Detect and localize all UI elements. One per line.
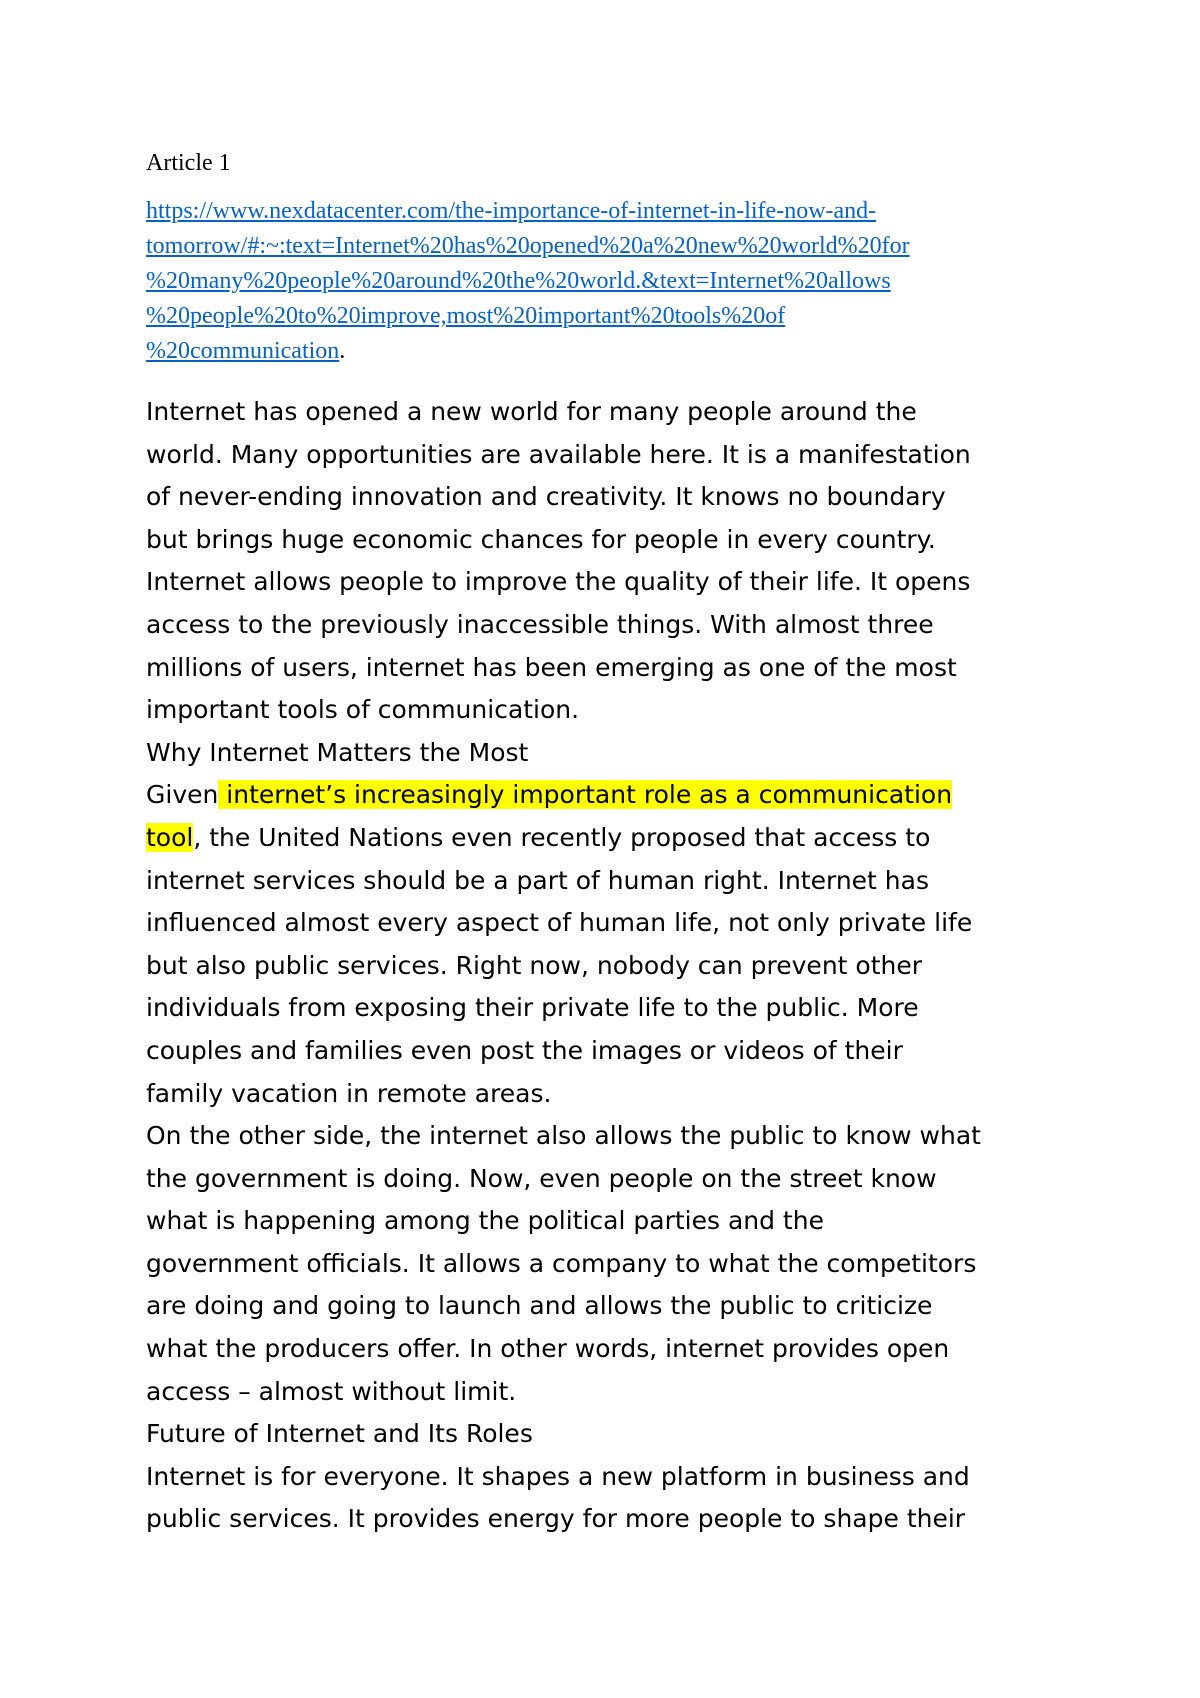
text-run: Given	[146, 780, 219, 810]
highlighted-text: tool	[146, 822, 194, 852]
text-line: internet services should be a part of human right. Internet has	[146, 865, 929, 895]
text-line: Internet allows people to improve the quality of their life. It opens	[146, 567, 971, 597]
section-heading-future-of-internet: Future of Internet and Its Roles	[146, 1419, 533, 1449]
text-line: of never-ending innovation and creativity. It knows no boundary	[146, 482, 946, 512]
text-line: important tools of communication.	[146, 695, 580, 725]
text-line: are doing and going to launch and allows the public to criticize	[146, 1291, 933, 1321]
text-line	[146, 817, 1076, 860]
source-link-line-5[interactable]: %20communication	[146, 338, 340, 364]
text-line: Internet has opened a new world for many people around the	[146, 397, 917, 426]
paragraph-4	[146, 1456, 1076, 1541]
text-line: individuals from exposing their private life to the public. More	[146, 993, 919, 1023]
paragraph-2	[146, 774, 1076, 1115]
text-line: public services. It provides energy for more people to shape their	[146, 1504, 966, 1534]
source-link-line-2[interactable]: tomorrow/#:~:text=Internet%20has%20opened%20a%20new%20world%20for	[146, 233, 910, 259]
paragraph-3	[146, 1115, 1076, 1413]
text-line: family vacation in remote areas.	[146, 1078, 552, 1108]
text-line: the government is doing. Now, even people on the street know	[146, 1163, 937, 1193]
section-heading-why-internet-matters: Why Internet Matters the Most	[146, 737, 529, 767]
text-run: , the United Nations even recently proposed that access to	[193, 822, 931, 852]
highlighted-text: internet’s increasingly important role as a communication	[218, 780, 953, 810]
text-line: world. Many opportunities are available here. It is a manifestation	[146, 439, 971, 469]
paragraph-1	[146, 391, 1076, 732]
source-link-line-1[interactable]: https://www.nexdatacenter.com/the-importance-of-internet-in-life-now-and-	[146, 198, 877, 224]
source-link-block	[146, 194, 1076, 369]
link-trailing-period: .	[339, 338, 346, 364]
text-line: couples and families even post the images or videos of their	[146, 1035, 903, 1065]
text-line: government officials. It allows a company to what the competitors	[146, 1248, 977, 1278]
document-content	[146, 146, 1076, 1541]
source-link-line-3[interactable]: %20many%20people%20around%20the%20world.&text=Internet%20allows	[146, 268, 891, 294]
text-line: influenced almost every aspect of human life, not only private life	[146, 908, 973, 938]
text-line: access to the previously inaccessible things. With almost three	[146, 609, 934, 639]
text-line	[146, 774, 1076, 817]
text-line: Internet is for everyone. It shapes a new platform in business and	[146, 1461, 970, 1491]
text-line: access – almost without limit.	[146, 1376, 517, 1406]
text-line: but also public services. Right now, nobody can prevent other	[146, 950, 923, 980]
text-line: but brings huge economic chances for people in every country.	[146, 524, 936, 554]
text-line: what the producers offer. In other words, internet provides open	[146, 1334, 950, 1364]
text-line: what is happening among the political parties and the	[146, 1206, 824, 1236]
text-line: On the other side, the internet also allows the public to know what	[146, 1121, 981, 1151]
text-line: millions of users, internet has been emerging as one of the most	[146, 652, 957, 682]
source-link-line-4[interactable]: %20people%20to%20improve,most%20important%20tools%20of	[146, 303, 786, 329]
article-title: Article 1	[146, 150, 231, 176]
